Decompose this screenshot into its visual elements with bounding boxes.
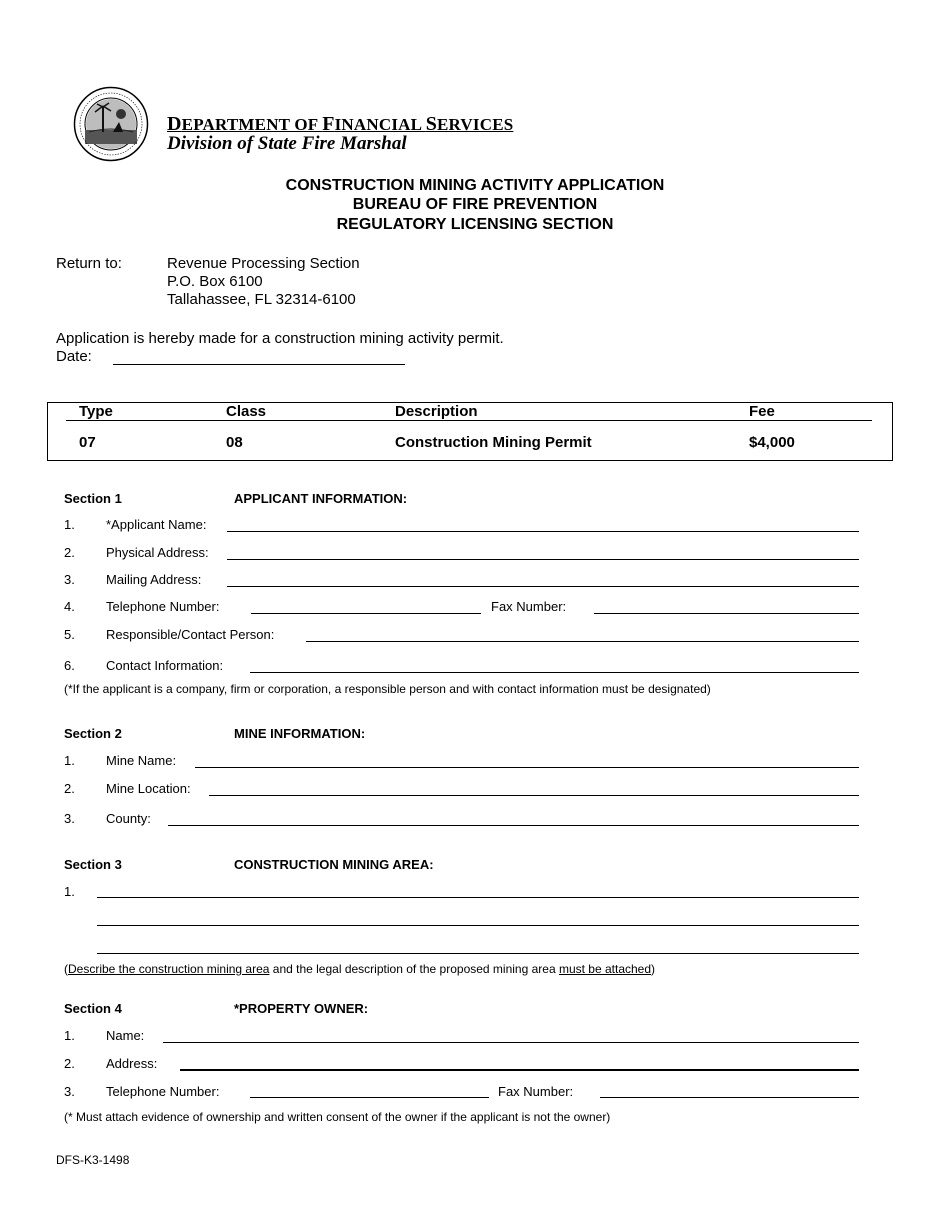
section-1-title: APPLICANT INFORMATION: <box>234 491 408 506</box>
contact-information-label: Contact Information: <box>106 658 224 673</box>
division-title: Division of State Fire Marshal <box>167 133 407 154</box>
item-number: 1. <box>64 753 75 768</box>
section-4-label: Section 4 <box>64 1001 122 1016</box>
telephone-field[interactable] <box>251 613 481 614</box>
fee-table-header-rule <box>66 420 872 421</box>
item-number: 2. <box>64 781 75 796</box>
section-1-label: Section 1 <box>64 491 122 506</box>
return-address-line: Tallahassee, FL 32314-6100 <box>167 291 356 308</box>
item-number: 2. <box>64 545 75 560</box>
mine-location-field[interactable] <box>209 795 859 796</box>
return-address-line: Revenue Processing Section <box>167 255 360 272</box>
mine-name-label: Mine Name: <box>106 753 177 768</box>
form-title: CONSTRUCTION MINING ACTIVITY APPLICATION <box>285 177 665 194</box>
date-field[interactable] <box>113 364 405 365</box>
department-title: DEPARTMENT OF FINANCIAL SERVICES <box>167 113 514 135</box>
section-4-title: *PROPERTY OWNER: <box>234 1001 369 1016</box>
bureau-title: BUREAU OF FIRE PREVENTION <box>352 196 598 213</box>
mining-area-field-line-2[interactable] <box>97 925 859 926</box>
fee-cell-type: 07 <box>79 434 96 451</box>
return-address-line: P.O. Box 6100 <box>167 273 263 290</box>
item-number: 3. <box>64 572 75 587</box>
owner-telephone-label: Telephone Number: <box>106 1084 220 1099</box>
applicant-name-field[interactable] <box>227 531 859 532</box>
date-label: Date: <box>56 348 92 365</box>
section-3-note: (Describe the construction mining area and the legal description of the proposed mining area must be attached) <box>64 962 656 976</box>
physical-address-field[interactable] <box>227 559 859 560</box>
owner-fax-label: Fax Number: <box>498 1084 574 1099</box>
fee-header-class: Class <box>226 403 267 420</box>
contact-information-field[interactable] <box>250 672 859 673</box>
return-to-label: Return to: <box>56 255 122 272</box>
section-4-note: (* Must attach evidence of ownership and written consent of the owner if the applicant is not the owner) <box>64 1110 611 1124</box>
owner-address-field[interactable] <box>180 1069 859 1071</box>
state-seal-logo <box>73 86 149 162</box>
applicant-name-label: *Applicant Name: <box>106 517 207 532</box>
fee-header-fee: Fee <box>749 403 775 420</box>
item-number: 1. <box>64 884 75 899</box>
item-number: 6. <box>64 658 75 673</box>
owner-name-field[interactable] <box>163 1042 859 1043</box>
mine-name-field[interactable] <box>195 767 859 768</box>
fee-cell-fee: $4,000 <box>749 434 795 451</box>
item-number: 1. <box>64 517 75 532</box>
physical-address-label: Physical Address: <box>106 545 209 560</box>
fee-header-description: Description <box>395 403 478 420</box>
item-number: 3. <box>64 1084 75 1099</box>
item-number: 2. <box>64 1056 75 1071</box>
section-3-label: Section 3 <box>64 857 122 872</box>
fee-header-type: Type <box>79 403 113 420</box>
item-number: 4. <box>64 599 75 614</box>
owner-name-label: Name: <box>106 1028 145 1043</box>
county-label: County: <box>106 811 151 826</box>
form-id: DFS-K3-1498 <box>56 1153 130 1167</box>
item-number: 3. <box>64 811 75 826</box>
section-2-label: Section 2 <box>64 726 122 741</box>
contact-person-label: Responsible/Contact Person: <box>106 627 275 642</box>
section-2-title: MINE INFORMATION: <box>234 726 366 741</box>
owner-address-label: Address: <box>106 1056 158 1071</box>
mailing-address-field[interactable] <box>227 586 859 587</box>
owner-fax-field[interactable] <box>600 1097 859 1098</box>
item-number: 5. <box>64 627 75 642</box>
mining-area-field-line-1[interactable] <box>97 897 859 898</box>
fee-cell-class: 08 <box>226 434 243 451</box>
item-number: 1. <box>64 1028 75 1043</box>
telephone-label: Telephone Number: <box>106 599 220 614</box>
mining-area-field-line-3[interactable] <box>97 953 859 954</box>
fax-field[interactable] <box>594 613 859 614</box>
fee-cell-description: Construction Mining Permit <box>395 434 592 451</box>
contact-person-field[interactable] <box>306 641 859 642</box>
section-title: REGULATORY LICENSING SECTION <box>336 216 614 233</box>
mailing-address-label: Mailing Address: <box>106 572 202 587</box>
section-1-note: (*If the applicant is a company, firm or corporation, a responsible person and with contact information must be designated) <box>64 682 711 696</box>
section-3-title: CONSTRUCTION MINING AREA: <box>234 857 434 872</box>
mine-location-label: Mine Location: <box>106 781 191 796</box>
fax-label: Fax Number: <box>491 599 567 614</box>
county-field[interactable] <box>168 825 859 826</box>
owner-telephone-field[interactable] <box>250 1097 489 1098</box>
application-statement: Application is hereby made for a construction mining activity permit. <box>56 330 504 347</box>
